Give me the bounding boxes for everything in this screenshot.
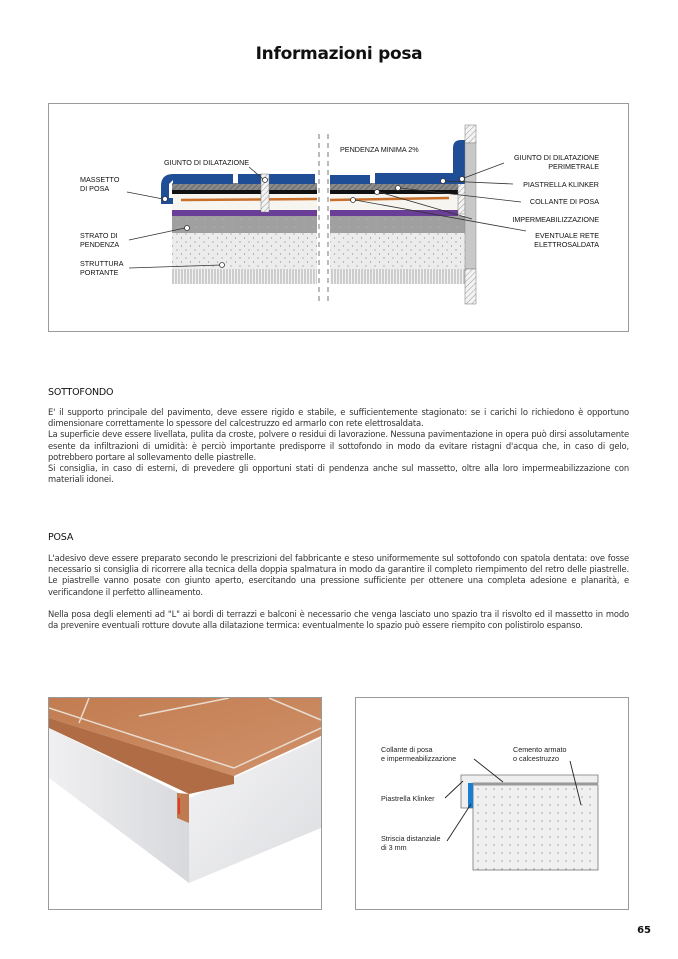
adhesive-line-left [172,190,317,194]
waterproof-left [172,210,317,216]
label-rete-1: EVENTUALE RETE [535,231,599,240]
structure-left [172,233,317,269]
screed-left [172,194,317,210]
label-strato-2: PENDENZA [80,240,120,249]
label-giunto: GIUNTO DI DILATAZIONE [164,158,250,167]
paragraph: La superficie deve essere livellata, pulita da croste, polvere o residui di lavorazione. Nessuna pavimentazione in opera può dirsi assolutamente esente da infiltrazioni di umidità: è perciò importante predisporre il sottofondo in modo da evitare ristagni d'acqua che, in caso di gelo, potrebbero portare al sollevamento delle piastrelle. [48,429,629,462]
label-striscia-1: Striscia distanziale [381,834,441,843]
page-title: Informazioni posa [255,44,423,64]
label-impermeabilizzazione: IMPERMEABILIZZAZIONE [512,215,599,224]
floor-section-svg [49,104,628,331]
adhesive-layer [473,783,598,786]
label-massetto-2: DI POSA [80,184,110,193]
label-cemento-2: o calcestruzzo [513,754,559,763]
paragraph: Si consiglia, in caso di esterni, di prevedere gli opportuni stati di pendenza anche sul massetto, oltre alla loro impermeabilizzazione con materiali idonei. [48,463,629,485]
section-heading-sottofondo: SOTTOFONDO [48,387,114,398]
slope-layer-left [172,216,317,233]
label-massetto-1: MASSETTO [80,175,120,184]
l-tile-detail-diagram [355,697,629,910]
paragraph: Nella posa degli elementi ad "L" ai bordi di terrazzi e balconi è necessario che venga lasciato uno spazio tra il risvolto ed il massetto in modo da prevenire eventuali rotture dovute alla dilatazione termica: eventualmente lo spazio può essere riempito con polistirolo espanso. [48,608,629,631]
paragraph: E' il supporto principale del pavimento, deve essere rigido e stabile, e sufficientemente stagionato: se i carichi lo richiedono è opportuno dimensionare correttamente lo spessore del calcestruzzo ed armarlo con rete elettrosaldata. [48,407,629,429]
label-collante-2: e impermeabilizzazione [381,754,457,763]
l-tile-photo [48,697,322,910]
label-giunto-perimetrale-1: GIUNTO DI DILATAZIONE [513,153,599,162]
mesh-left [181,199,317,200]
break-lines [319,134,328,304]
label-struttura-2: PORTANTE [80,268,119,277]
detail-svg [356,698,628,909]
label-slope: PENDENZA MINIMA 2% [340,145,419,154]
label-piastrella: PIASTRELLA KLINKER [523,180,599,189]
label-strato-1: STRATO DI [80,231,118,240]
adhesive-left [172,183,317,190]
wall [465,143,476,269]
label-rete-2: ELETTROSALDATA [534,240,599,249]
section-body-posa [48,553,629,631]
label-giunto-perimetrale-2: PERIMETRALE [548,162,599,171]
structure-base [172,269,317,284]
floor-section-diagram [48,103,629,332]
label-collante-1: Collante di posa [381,745,433,754]
l-tile-render [49,698,321,909]
label-struttura-1: STRUTTURA [80,259,124,268]
section-heading-posa: POSA [48,532,74,543]
paragraph: L'adesivo deve essere preparato secondo le prescrizioni del fabbricante e steso uniformemente sul sottofondo con spatola dentata: ove fosse necessario si consiglia di ricorrere alla tecnica della doppia spalmatura in modo da garantire il completo riempimento del retro delle piastrelle. Le piastrelle vanno posate con giunto aperto, esercitando una pressione sufficiente per ottenere una completa adesione e planarità, e verificandone il perfetto allineamento. [48,553,629,597]
label-collante: COLLANTE DI POSA [529,197,599,206]
section-body-sottofondo [48,407,629,485]
page-number: 65 [637,925,651,936]
tile-left-2 [238,174,315,184]
spacer-strip-red [178,798,180,814]
label-cemento-1: Cemento armato [513,745,567,754]
label-piastrella: Piastrella Klinker [381,794,435,803]
label-striscia-2: di 3 mm [381,843,407,852]
